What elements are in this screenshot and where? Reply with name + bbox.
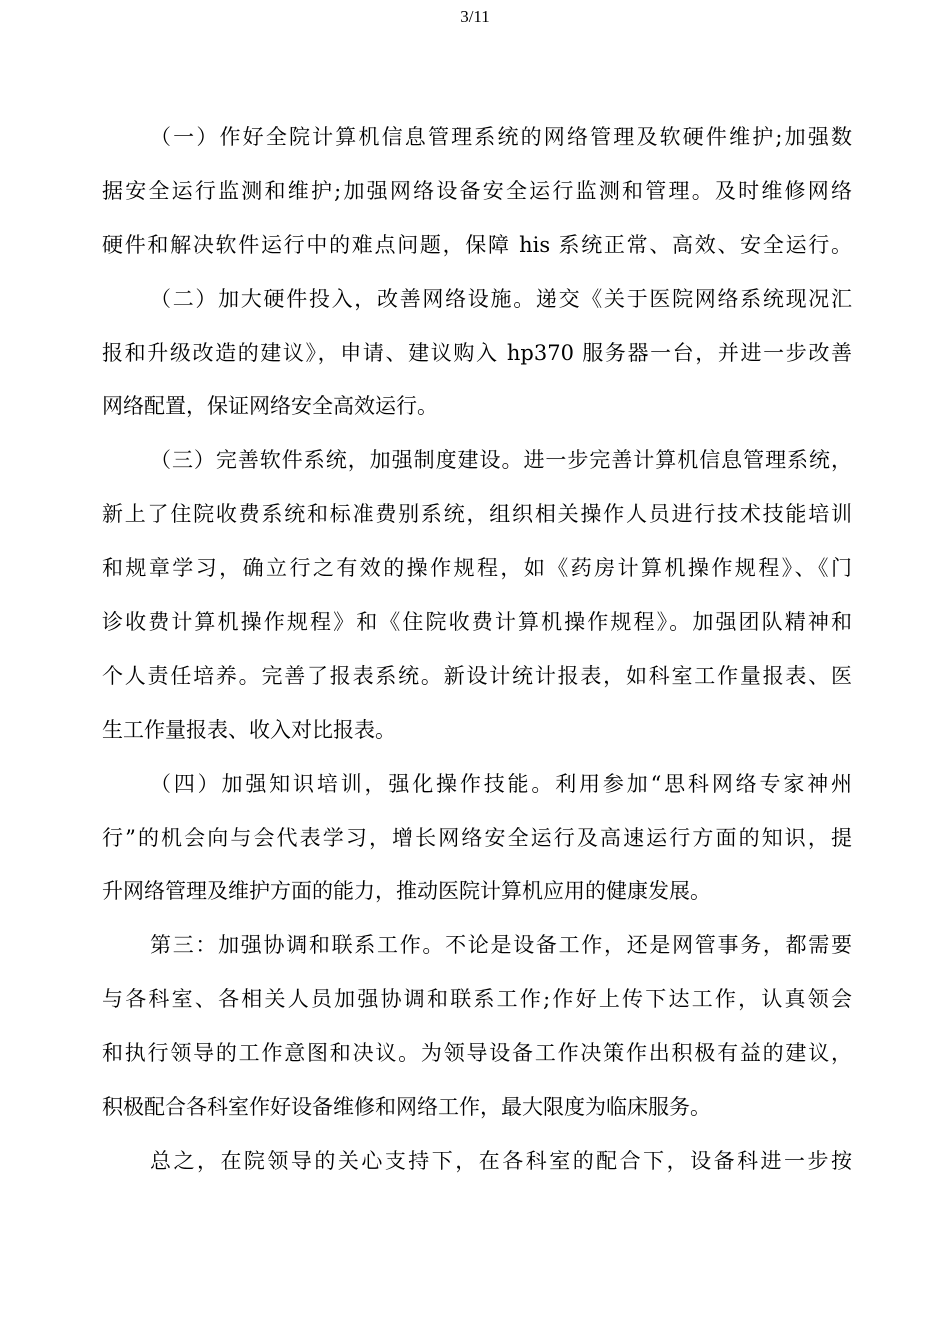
paragraph-software-system [102, 434, 852, 757]
text-line: 新上了住院收费系统和标准费别系统，组织相关操作人员进行技术技能培训 [102, 502, 852, 527]
text-line: 总之，在院领导的关心支持下，在各科室的配合下，设备科进一步按 [150, 1148, 852, 1173]
text-line: 和规章学习，确立行之有效的操作规程，如《药房计算机操作规程》、《门 [102, 556, 852, 581]
text-line: 与各科室、各相关人员加强协调和联系工作;作好上传下达工作，认真领会 [102, 987, 852, 1012]
paragraph-conclusion [102, 1135, 852, 1189]
text-line: （一）作好全院计算机信息管理系统的网络管理及软硬件维护;加强数 [150, 125, 852, 149]
paragraph-network-maintenance [102, 111, 852, 273]
text-line: 个人责任培养。完善了报表系统。新设计统计报表，如科室工作量报表、医 [102, 663, 852, 688]
text-line: （二）加大硬件投入，改善网络设施。递交《关于医院网络系统现况汇 [150, 286, 852, 311]
text-line: 第三：加强协调和联系工作。不论是设备工作，还是网管事务，都需要 [150, 933, 852, 958]
text-line: 和执行领导的工作意图和决议。为领导设备工作决策作出积极有益的建议， [102, 1041, 852, 1066]
document-body [102, 111, 852, 1189]
paragraph-coordination [102, 919, 852, 1135]
text-line: 网络配置，保证网络安全高效运行。 [102, 394, 438, 419]
text-line: 诊收费计算机操作规程》和《住院收费计算机操作规程》。加强团队精神和 [102, 610, 852, 635]
text-line: 报和升级改造的建议》，申请、建议购入 hp370 服务器一台，并进一步改善 [102, 340, 852, 365]
text-line: （三）完善软件系统，加强制度建设。进一步完善计算机信息管理系统， [150, 448, 852, 473]
text-line: 据安全运行监测和维护;加强网络设备安全运行监测和管理。及时维修网络 [102, 178, 852, 203]
paragraph-knowledge-training [102, 758, 852, 920]
text-line: 硬件和解决软件运行中的难点问题，保障 his 系统正常、高效、安全运行。 [102, 232, 852, 257]
page-number: 3/11 [460, 7, 490, 26]
text-line: 行”的机会向与会代表学习，增长网络安全运行及高速运行方面的知识，提 [102, 825, 852, 850]
text-line: 升网络管理及维护方面的能力，推动医院计算机应用的健康发展。 [102, 879, 711, 904]
text-line: （四）加强知识培训，强化操作技能。利用参加“思科网络专家神州 [150, 771, 852, 796]
text-line: 生工作量报表、收入对比报表。 [102, 717, 396, 742]
paragraph-hardware-investment [102, 273, 852, 435]
text-line: 积极配合各科室作好设备维修和网络工作，最大限度为临床服务。 [102, 1095, 711, 1120]
